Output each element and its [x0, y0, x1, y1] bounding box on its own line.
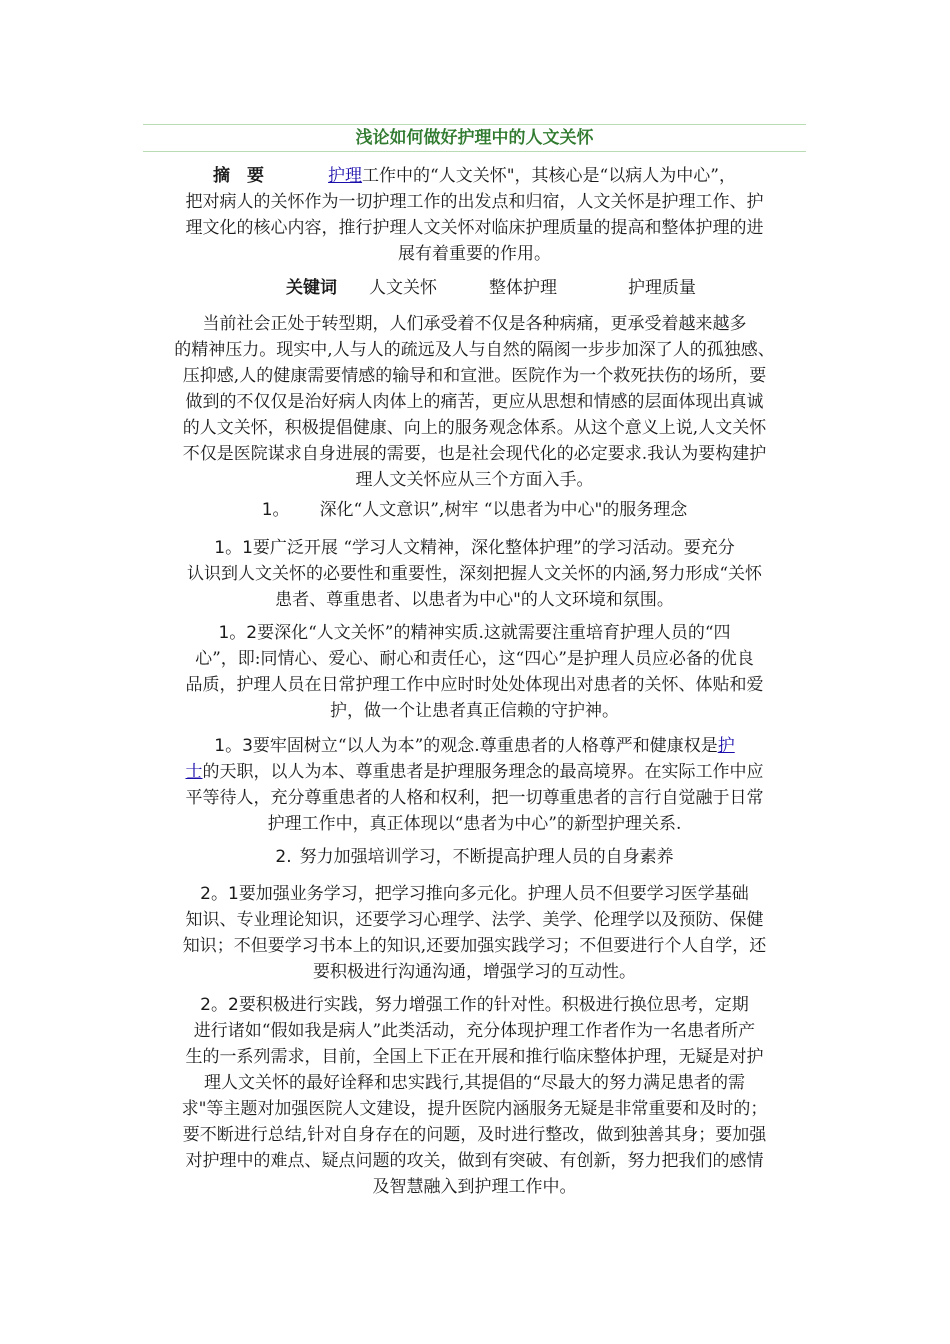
section-title: 努力加强培训学习，不断提高护理人员的自身素养 [299, 847, 674, 867]
abstract-label: 摘 要 [213, 166, 265, 186]
abstract-line: 理文化的核心内容，推行护理人文关怀对临床护理质量的提高和整体护理的进 [185, 218, 764, 238]
subsection-number: 1。1 [214, 538, 253, 558]
paragraph-line [143, 733, 806, 759]
paragraph-line: 护，做一个让患者真正信赖的守护神。 [330, 701, 619, 721]
abstract-line: 把对病人的关怀作为一切护理工作的出发点和归宿，人文关怀是护理工作、护 [185, 192, 764, 212]
paragraph-line: 患者、尊重患者、以患者为中心"的人文环境和氛围。 [275, 590, 674, 610]
intro-line: 的精神压力。现实中,人与人的疏远及人与自然的隔阂一步步加深了人的孤独感、 [174, 340, 775, 360]
section-number: 1。 [261, 500, 290, 520]
title-bottom-rule [143, 151, 806, 152]
abstract-line: 展有着重要的作用。 [398, 244, 551, 264]
section-2-heading [143, 845, 806, 869]
intro-line: 做到的不仅仅是治好病人肉体上的痛苦，更应从思想和情感的层面体现出真诚 [185, 392, 764, 412]
line-text: 的天职，以人为本、尊重患者是护理服务理念的最高境界。在实际工作中应 [202, 762, 764, 782]
paragraph-line: 要积极进行沟通沟通，增强学习的互动性。 [313, 962, 636, 982]
paragraph-line: 求"等主题对加强医院人文建设，提升医院内涵服务无疑是非常重要和及时的； [181, 1099, 768, 1119]
keyword-item: 整体护理 [489, 278, 557, 298]
intro-line: 压抑感,人的健康需要情感的输导和和宣泄。医院作为一个救死扶伤的场所，要 [182, 366, 767, 386]
subsection-number: 2。1 [200, 884, 239, 904]
subsection-2-2 [143, 992, 806, 1200]
line-text: 要牢固树立“以人为本”的观念.尊重患者的人格尊严和健康权是 [252, 736, 718, 756]
paragraph-line: 品质，护理人员在日常护理工作中应时时处处体现出对患者的关怀、体贴和爱 [185, 675, 764, 695]
page-title: 浅论如何做好护理中的人文关怀 [355, 128, 594, 148]
title-top-rule [143, 124, 806, 125]
intro-paragraph [143, 311, 806, 493]
subsection-1-1 [143, 535, 806, 613]
nursing-link[interactable]: 护理 [328, 166, 363, 186]
abstract-paragraph [143, 163, 806, 267]
paragraph-line: 对护理中的难点、疑点问题的攻关，做到有突破、有创新，努力把我们的感情 [185, 1151, 764, 1171]
paragraph-line [143, 759, 806, 785]
line-text: 要加强业务学习，把学习推向多元化。护理人员不但要学习医学基础 [238, 884, 749, 904]
line-text: 要积极进行实践，努力增强工作的针对性。积极进行换位思考，定期 [238, 995, 749, 1015]
paragraph-line [143, 535, 806, 561]
keyword-item: 人文关怀 [369, 278, 437, 298]
intro-line: 当前社会正处于转型期，人们承受着不仅是各种病痛，更承受着越来越多 [202, 314, 747, 334]
subsection-number: 1。2 [218, 623, 258, 643]
section-number: 2. [275, 847, 292, 867]
keywords-label: 关键词 [286, 278, 337, 298]
paragraph-line: 生的一系列需求，目前，全国上下正在开展和推行临床整体护理，无疑是对护 [185, 1047, 764, 1067]
line-text: 要深化“人文关怀”的精神实质.这就需要注重培育护理人员的“四 [257, 623, 731, 643]
section-title: 深化“人文意识”,树牢 “以患者为中心"的服务理念 [319, 500, 688, 520]
intro-line: 不仅是医院谋求自身进展的需要，也是社会现代化的必定要求.我认为要构建护 [182, 444, 767, 464]
subsection-2-1 [143, 881, 806, 985]
subsection-1-3 [143, 733, 806, 837]
nurse-link[interactable]: 士 [185, 762, 203, 782]
paragraph-line: 及智慧融入到护理工作中。 [372, 1177, 577, 1197]
section-1-heading [143, 498, 806, 522]
nurse-link[interactable]: 护 [717, 736, 735, 756]
paragraph-line: 认识到人文关怀的必要性和重要性，深刻把握人文关怀的内涵,努力形成“关怀 [186, 564, 763, 584]
paragraph-line [143, 992, 806, 1018]
paragraph-line: 要不断进行总结,针对自身存在的问题，及时进行整改，做到独善其身；要加强 [182, 1125, 767, 1145]
paragraph-line: 知识；不但要学习书本上的知识,还要加强实践学习；不但要进行个人自学，还 [182, 936, 767, 956]
keyword-item: 护理质量 [628, 278, 696, 298]
subsection-number: 2。2 [200, 995, 239, 1015]
paragraph-line: 进行诸如“假如我是病人”此类活动，充分体现护理工作者作为一名患者所产 [193, 1021, 756, 1041]
subsection-1-2 [143, 620, 806, 724]
paragraph-line: 护理工作中，真正体现以“患者为中心”的新型护理关系. [267, 814, 682, 834]
subsection-number: 1。3 [214, 736, 253, 756]
paragraph-line [143, 620, 806, 646]
intro-line: 的人文关怀，积极提倡健康、向上的服务观念体系。从这个意义上说,人文关怀 [182, 418, 767, 438]
abstract-text: 工作中的“人文关怀"，其核心是“以病人为中心”， [362, 166, 736, 186]
paragraph-line [143, 881, 806, 907]
line-text: 要广泛开展 “学习人文精神，深化整体护理”的学习活动。要充分 [252, 538, 735, 558]
paragraph-line: 平等待人，充分尊重患者的人格和权利，把一切尊重患者的言行自觉融于日常 [185, 788, 764, 808]
paragraph-line: 心”，即:同情心、爱心、耐心和责任心，这“四心”是护理人员应必备的优良 [195, 649, 754, 669]
paragraph-line: 理人文关怀的最好诠释和忠实践行,其提倡的“尽最大的努力满足患者的需 [203, 1073, 746, 1093]
abstract-line [143, 163, 806, 189]
intro-line: 理人文关怀应从三个方面入手。 [355, 470, 594, 490]
paragraph-line: 知识、专业理论知识，还要学习心理学、法学、美学、伦理学以及预防、保健 [185, 910, 764, 930]
